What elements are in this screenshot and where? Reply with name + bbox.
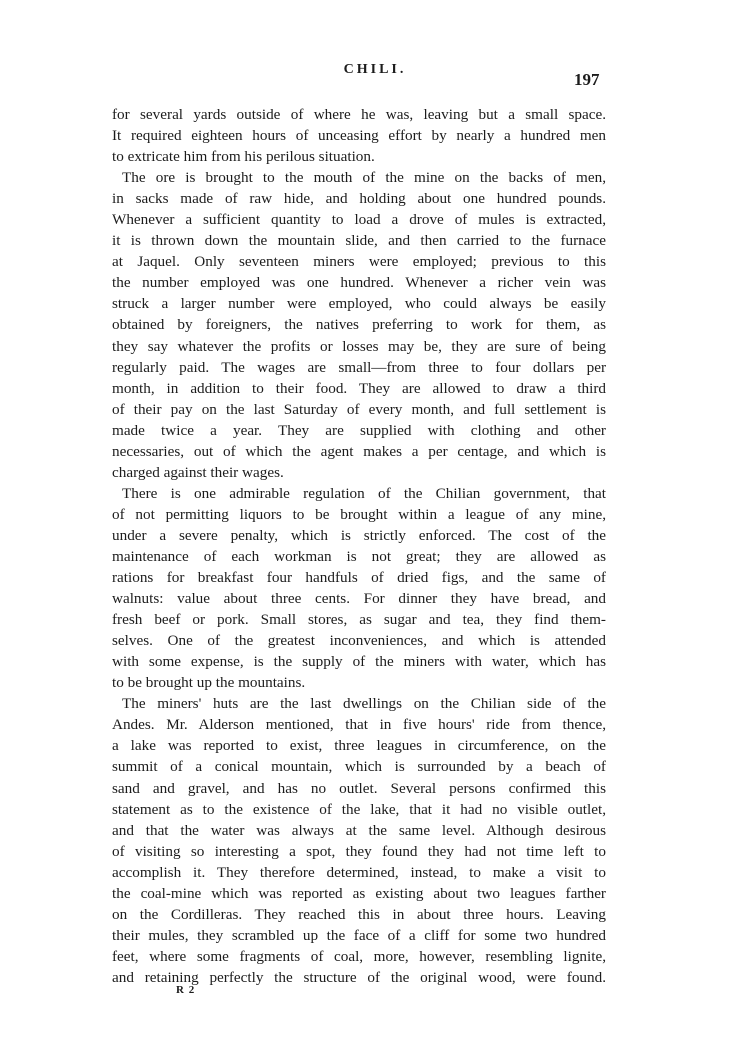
text-line: in sacks made of raw hide, and holding about one hundred pounds. bbox=[112, 190, 606, 208]
text-line: There is one admirable regulation of the Chilian government, that bbox=[122, 484, 606, 502]
text-line: for several yards outside of where he was, leaving but a small space. bbox=[112, 106, 606, 123]
text-line: a lake was reported to exist, three leagues in circumference, on the bbox=[112, 737, 606, 755]
text-line: Whenever a sufficient quantity to load a drove of mules is extracted, bbox=[112, 211, 606, 229]
text-line: under a severe penalty, which is strictly enforced. The cost of the bbox=[112, 526, 606, 544]
text-line: regularly paid. The wages are small—from three to four dollars per bbox=[112, 358, 606, 376]
text-line: charged against their wages. bbox=[112, 463, 284, 481]
text-line: obtained by foreigners, the natives preferring to work for them, as bbox=[112, 316, 606, 334]
text-line: of not permitting liquors to be brought within a league of any mine, bbox=[112, 505, 606, 523]
text-line: to be brought up the mountains. bbox=[112, 674, 306, 692]
text-line: The miners' huts are the last dwellings on the Chilian side of the bbox=[122, 695, 606, 713]
text-line: they say whatever the profits or losses may be, they are sure of being bbox=[112, 337, 606, 355]
text-line: with some expense, is the supply of the miners with water, which has bbox=[112, 653, 606, 671]
text-line: accomplish it. They therefore determined, instead, to make a visit to bbox=[112, 863, 606, 881]
text-line: sand and gravel, and has no outlet. Several persons confirmed this bbox=[112, 779, 606, 797]
text-line: at Jaquel. Only seventeen miners were employed; previous to this bbox=[112, 253, 606, 271]
text-line: It required eighteen hours of unceasing effort by nearly a hundred men bbox=[112, 127, 606, 145]
page-number: 197 bbox=[574, 70, 600, 89]
text-line: rations for breakfast four handfuls of dried figs, and the same of bbox=[112, 569, 606, 587]
text-line: feet, where some fragments of coal, more, however, resembling lignite, bbox=[112, 947, 606, 965]
text-line: the number employed was one hundred. Whenever a richer vein was bbox=[112, 274, 606, 292]
body-text bbox=[112, 104, 606, 988]
text-line: struck a larger number were employed, who could always be easily bbox=[112, 295, 606, 313]
text-line: made twice a year. They are supplied with clothing and other bbox=[112, 421, 606, 439]
text-line: The ore is brought to the mouth of the mine on the backs of men, bbox=[122, 169, 606, 187]
text-line: statement as to the existence of the lake, that it had no visible outlet, bbox=[112, 800, 606, 818]
text-line: the coal-mine which was reported as existing about two leagues farther bbox=[112, 884, 606, 902]
text-line: necessaries, out of which the agent makes a per centage, and which is bbox=[112, 442, 606, 460]
text-line: fresh beef or pork. Small stores, as sugar and tea, they find them- bbox=[112, 611, 606, 629]
text-line: month, in addition to their food. They are allowed to draw a third bbox=[112, 379, 606, 397]
text-line: it is thrown down the mountain slide, and then carried to the furnace bbox=[112, 232, 606, 250]
text-line: on the Cordilleras. They reached this in about three hours. Leaving bbox=[112, 905, 606, 923]
text-line: of their pay on the last Saturday of every month, and full settlement is bbox=[112, 400, 606, 418]
text-line: their mules, they scrambled up the face of a cliff for some two hundred bbox=[112, 926, 606, 944]
text-line: Andes. Mr. Alderson mentioned, that in five hours' ride from thence, bbox=[112, 716, 606, 734]
text-line: of visiting so interesting a spot, they found they had not time left to bbox=[112, 842, 606, 860]
text-line: selves. One of the greatest inconveniences, and which is attended bbox=[112, 632, 606, 650]
text-line: and that the water was always at the same level. Although desirous bbox=[112, 821, 606, 839]
running-title: CHILI. bbox=[343, 62, 407, 77]
signature-mark: R 2 bbox=[176, 984, 196, 996]
text-line: summit of a conical mountain, which is surrounded by a beach of bbox=[112, 758, 606, 776]
text-line: to extricate him from his perilous situation. bbox=[112, 148, 375, 166]
text-line: walnuts: value about three cents. For dinner they have bread, and bbox=[112, 590, 606, 608]
text-line: maintenance of each workman is not great; they are allowed as bbox=[112, 547, 606, 565]
text-line: and retaining perfectly the structure of the original wood, were found. bbox=[112, 968, 606, 986]
